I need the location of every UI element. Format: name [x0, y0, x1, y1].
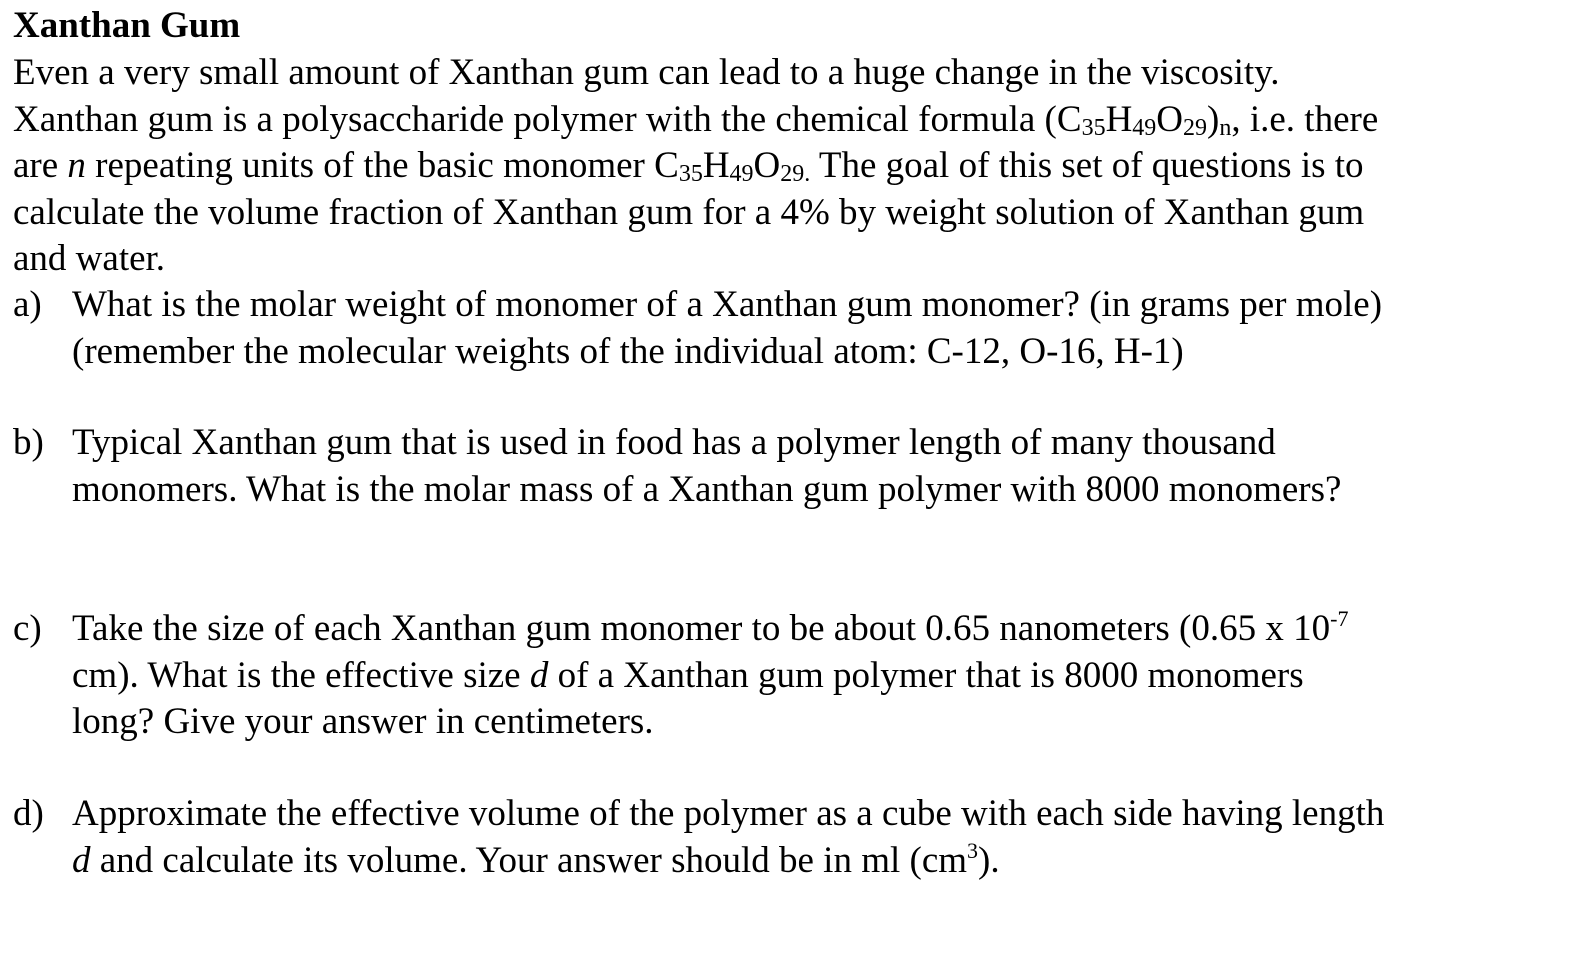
question-d-line-1: Approximate the effective volume of the polymer as a cube with each side having length — [72, 793, 1385, 834]
question-d — [13, 791, 1573, 884]
question-c — [13, 606, 1573, 746]
question-marker: a) — [13, 284, 42, 325]
intro-line-3: are n repeating units of the basic monomer $C_{35}H_{49}O_{29.}$ The goal of this set of questions is to — [13, 145, 1364, 187]
intro-line-2: Xanthan gum is a polysaccharide polymer with the chemical formula $(C_{35}H_{49}O_{29})_n$, i.e. there — [13, 98, 1379, 141]
page-title: Xanthan Gum — [13, 5, 241, 46]
question-d-line-2: d and calculate its volume. Your answer should be in ml $(cm^3)$. — [72, 837, 1000, 881]
question-b-line-1: Typical Xanthan gum that is used in food has a polymer length of many thousand — [72, 422, 1276, 463]
question-c-line-1: Take the size of each Xanthan gum monomer to be about 0.65 nanometers (0.65 x $10^{-7}$ — [72, 606, 1349, 649]
question-marker: d) — [13, 793, 44, 834]
question-a-line-2: (remember the molecular weights of the individual atom: C-12, O-16, H-1) — [72, 330, 1184, 372]
intro-line-1: Even a very small amount of Xanthan gum can lead to a huge change in the viscosity. — [13, 52, 1280, 93]
question-c-line-2: cm). What is the effective size d of a Xanthan gum polymer that is 8000 monomers — [72, 654, 1304, 696]
intro-paragraph — [13, 50, 1573, 283]
question-b — [13, 420, 1573, 513]
intro-line-5: and water. — [13, 238, 166, 279]
question-c-line-3: long? Give your answer in centimeters. — [72, 701, 654, 742]
question-a — [13, 282, 1573, 375]
question-b-line-2: monomers. What is the molar mass of a Xanthan gum polymer with 8000 monomers? — [72, 468, 1342, 510]
intro-line-4: calculate the volume fraction of Xanthan gum for a 4% by weight solution of Xanthan gum — [13, 191, 1365, 233]
document — [13, 0, 1573, 881]
question-a-line-1: What is the molar weight of monomer of a Xanthan gum monomer? (in grams per mole) — [72, 284, 1383, 325]
question-marker: c) — [13, 608, 42, 649]
question-marker: b) — [13, 422, 44, 463]
